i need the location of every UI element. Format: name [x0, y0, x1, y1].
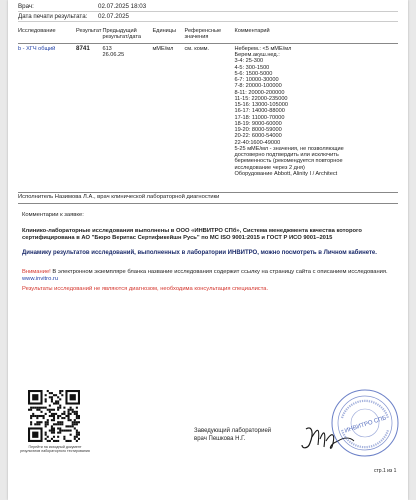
- attention-label: Внимание!: [22, 269, 51, 275]
- doctor-label: Врач:: [18, 3, 34, 10]
- comment-line: 11-15: 22000-235000: [234, 95, 288, 102]
- header-test: Исследование: [18, 28, 76, 43]
- comment-line: 16-17: 14000-88000: [234, 108, 285, 115]
- comment-line: 15-16: 13000-105000: [234, 102, 288, 109]
- dynamics-paragraph: Динамику результатов исследований, выполненных в лаборатории ИНВИТРО, можно посмотреть в Личном кабинете.: [22, 250, 377, 256]
- comment-line: Берем.акуш.нед.:: [234, 52, 280, 59]
- header-comment: Комментарий: [234, 28, 398, 43]
- stamp-text: ИНВИТРО СПБ: [344, 415, 388, 435]
- print-date-value: 02.07.2025: [98, 12, 129, 20]
- comment-line: 17-18: 11000-70000: [234, 114, 285, 121]
- certification-paragraph: Клинико-лабораторные исследования выполнены в ООО «ИНВИТРО СПб», Система менеджмента качества которого сертифицирована в АО "Бюро Веритас Сертификейшн Русь" по МС ISO 9001:2015 и ГОСТ Р ИСО 9001–2015: [22, 228, 362, 241]
- comment-line: 20-22: 6000-54000: [234, 133, 282, 140]
- head-of-lab: [194, 427, 271, 443]
- print-date-label: Дата печати результата:: [18, 12, 88, 20]
- attention-paragraph: [22, 269, 398, 283]
- comment-line: 18-19: 9000-60000: [234, 120, 282, 127]
- disclaimer: Результаты исследований не являются диагнозом, необходима консультация специалиста.: [22, 286, 269, 292]
- header-previous: Предыдущий результат/дата: [102, 28, 152, 43]
- comment-line: 5-25 мМЕ/мл - значения, не позволяющие: [234, 145, 344, 152]
- table-row: [18, 43, 398, 177]
- results-table: [18, 28, 398, 177]
- comment-line: 5-6: 1500-5000: [234, 70, 273, 77]
- test-name-link[interactable]: b - ХГЧ общий: [18, 45, 56, 52]
- previous-date: 26.06.25: [102, 52, 125, 59]
- seal-stamp: [330, 388, 400, 458]
- comment-line: 19-20: 8000-59000: [234, 127, 282, 134]
- comment-line: Неберем.: <5 мМЕ/мл: [234, 45, 292, 52]
- qr-code[interactable]: [28, 390, 80, 442]
- comment-line: 22-40:1600-49000: [234, 139, 281, 146]
- comment-line: Оборудование Abbott, Alinity I / Architect: [234, 170, 338, 177]
- comment-cell: [234, 43, 398, 177]
- results-header-row: [18, 28, 398, 43]
- header-result: Результат: [76, 28, 102, 43]
- document-page: [8, 0, 408, 500]
- comment-line: беременность (рекомендуется повторное: [234, 158, 343, 165]
- attention-text: В электронном экземпляре бланка название исследования содержит ссылку на страницу сайта с описанием исследования.: [50, 269, 388, 275]
- comment-line: 3-4: 25-300: [234, 58, 264, 65]
- reference-values: см. комм.: [184, 45, 210, 52]
- page-number: стр.1 из 1: [374, 468, 397, 474]
- comment-title: Комментарии к заявке:: [22, 212, 84, 218]
- comment-line: исследование через 2 дня): [234, 164, 305, 171]
- invitro-link[interactable]: www.invitro.ru: [22, 276, 59, 282]
- comment-line: 6-7: 10000-30000: [234, 77, 279, 84]
- head-of-lab-title: Заведующий лабораторией: [194, 428, 272, 434]
- previous-value: 613: [102, 45, 112, 52]
- executor-line: Исполнитель Назимова Л.А., врач клинической лабораторной диагностики: [18, 194, 220, 200]
- comment-line: 7-8: 20000-100000: [234, 83, 282, 90]
- comment-line: 8-11: 20000-200000: [234, 89, 285, 96]
- header-units: Единицы: [152, 28, 184, 43]
- comment-line: 4-5: 300-1500: [234, 64, 270, 71]
- executor-divider: [18, 203, 398, 204]
- meta-divider-2: [18, 21, 398, 22]
- units: мМЕ/мл: [152, 45, 174, 52]
- result-value: 8741: [76, 44, 90, 52]
- qr-caption: Перейти на исходный документ результатов лабораторного тестирования: [20, 445, 90, 454]
- doctor-value: 02.07.2025 18:03: [98, 3, 147, 10]
- header-reference: Референсные значения: [184, 28, 234, 43]
- table-bottom-divider: [18, 192, 398, 193]
- meta-divider-1: [18, 11, 398, 12]
- comment-line: достоверно подтвердить или исключить: [234, 152, 339, 159]
- head-of-lab-name: врач Пешкова Н.Г.: [194, 436, 246, 442]
